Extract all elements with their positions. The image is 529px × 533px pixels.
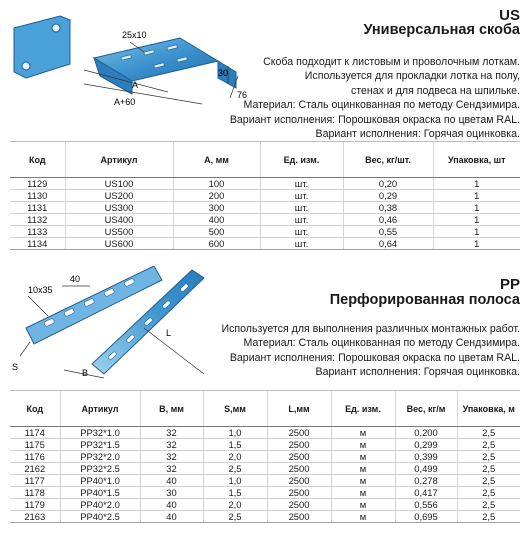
table-cell: 40	[140, 511, 203, 523]
column-header: Артикул	[65, 142, 173, 178]
table-cell: шт.	[260, 178, 343, 190]
table-cell: PP32*1.5	[60, 439, 140, 451]
table-cell: 32	[140, 427, 203, 439]
pp-description-line: Используется для выполнения различных монтажных работ.	[221, 323, 520, 335]
table-row	[10, 190, 520, 202]
table-cell: 0,200	[395, 427, 457, 439]
column-header: Вес, кг/м	[395, 391, 457, 427]
pp-description-line: Материал: Сталь оцинкованная по методу Сендзимира.	[243, 337, 520, 350]
product-code-us: US	[499, 7, 520, 24]
column-header: Ед. изм.	[331, 391, 395, 427]
table-cell: 1,0	[203, 427, 267, 439]
table-cell: PP40*1.0	[60, 475, 140, 487]
table-cell: 2,5	[457, 451, 520, 463]
table-cell: 1174	[10, 427, 60, 439]
us-w-label: 76	[237, 90, 248, 100]
table-header-row	[10, 391, 520, 427]
column-header: Ед. изм.	[260, 142, 343, 178]
column-header: Код	[10, 142, 65, 178]
pp-slot-label: 10x35	[28, 285, 53, 295]
table-cell: 2500	[267, 487, 331, 499]
table-cell: 2500	[267, 475, 331, 487]
table-cell: шт.	[260, 214, 343, 226]
table-cell: 2,0	[203, 499, 267, 511]
table-cell: 2500	[267, 511, 331, 523]
table-cell: 32	[140, 451, 203, 463]
table-cell: 2,5	[457, 439, 520, 451]
table-cell: шт.	[260, 190, 343, 202]
us-description-line: Вариант исполнения: Порошковая окраска по цветам RAL.	[229, 113, 520, 126]
column-header: B, мм	[140, 391, 203, 427]
table-cell: шт.	[260, 202, 343, 214]
us-description-line: стенах и для подвеса на шпильке.	[350, 84, 520, 97]
table-cell: 2500	[267, 439, 331, 451]
table-row	[10, 238, 520, 250]
table-cell: 2500	[267, 451, 331, 463]
table-cell: 0,64	[343, 238, 433, 250]
table-cell: 2,5	[203, 511, 267, 523]
table-cell: 1	[433, 178, 520, 190]
table-cell: 1	[433, 214, 520, 226]
table-cell: US100	[65, 178, 173, 190]
table-cell: US400	[65, 214, 173, 226]
product-title-us: Универсальная скоба	[363, 22, 520, 38]
table-cell: 1179	[10, 499, 60, 511]
table-cell: 1131	[10, 202, 65, 214]
table-cell: PP40*1.5	[60, 487, 140, 499]
pp-s-label: S	[12, 362, 19, 372]
table-cell: 1134	[10, 238, 65, 250]
pp-b-label: B	[82, 368, 89, 378]
us-description-line: Используется для прокладки лотка на полу,	[304, 70, 520, 83]
table-cell: 0,55	[343, 226, 433, 238]
table-row	[10, 451, 520, 463]
table-cell: US500	[65, 226, 173, 238]
us-description-line: Вариант исполнения: Горячая оцинковка.	[315, 128, 520, 141]
table-row	[10, 475, 520, 487]
table-header-row	[10, 142, 520, 178]
table-cell: 1,5	[203, 439, 267, 451]
table-cell: 400	[173, 214, 260, 226]
pp-description-line: Вариант исполнения: Горячая оцинковка.	[315, 366, 520, 379]
pp-l-label: L	[166, 328, 172, 338]
table-cell: 300	[173, 202, 260, 214]
table-cell: 2,5	[457, 463, 520, 475]
us-slot-label: 25x10	[122, 30, 147, 40]
table-cell: 1,0	[203, 475, 267, 487]
table-cell: 600	[173, 238, 260, 250]
us-h-label: 30	[218, 68, 229, 78]
table-cell: м	[331, 487, 395, 499]
table-cell: PP40*2.5	[60, 511, 140, 523]
table-row	[10, 463, 520, 475]
table-cell: 2,5	[457, 487, 520, 499]
table-cell: 2,5	[457, 427, 520, 439]
table-cell: шт.	[260, 238, 343, 250]
table-cell: 2,5	[457, 475, 520, 487]
table-cell: 0,499	[395, 463, 457, 475]
table-cell: 2500	[267, 463, 331, 475]
table-cell: 1	[433, 226, 520, 238]
column-header: Код	[10, 391, 60, 427]
table-cell: 200	[173, 190, 260, 202]
column-header: L,мм	[267, 391, 331, 427]
table-cell: 1133	[10, 226, 65, 238]
table-cell: м	[331, 511, 395, 523]
table-row	[10, 202, 520, 214]
table-cell: 0,417	[395, 487, 457, 499]
table-cell: 2,5	[457, 511, 520, 523]
table-cell: 32	[140, 463, 203, 475]
column-header: S,мм	[203, 391, 267, 427]
table-cell: 1	[433, 238, 520, 250]
product-code-pp: PP	[499, 276, 520, 293]
table-cell: 2,5	[457, 499, 520, 511]
column-header: A, мм	[173, 142, 260, 178]
table-cell: 0,46	[343, 214, 433, 226]
table-cell: 1177	[10, 475, 60, 487]
table-cell: US200	[65, 190, 173, 202]
table-cell: 1,5	[203, 487, 267, 499]
table-cell: 1132	[10, 214, 65, 226]
table-cell: 1129	[10, 178, 65, 190]
table-cell: м	[331, 427, 395, 439]
table-cell: 2,0	[203, 451, 267, 463]
table-row	[10, 487, 520, 499]
us-description	[190, 55, 520, 141]
table-cell: м	[331, 499, 395, 511]
table-cell: 0,695	[395, 511, 457, 523]
table-cell: 0,399	[395, 451, 457, 463]
table-cell: 1	[433, 202, 520, 214]
table-cell: 0,38	[343, 202, 433, 214]
table-cell: PP32*2.0	[60, 451, 140, 463]
table-cell: 500	[173, 226, 260, 238]
table-cell: 2,5	[203, 463, 267, 475]
pp-spec-table	[10, 390, 520, 523]
table-cell: 100	[173, 178, 260, 190]
us-description-line: Скоба подходит к листовым и проволочным лоткам.	[263, 56, 520, 68]
pp-strip-drawing	[4, 266, 214, 381]
table-cell: 1130	[10, 190, 65, 202]
table-cell: 0,556	[395, 499, 457, 511]
table-cell: US600	[65, 238, 173, 250]
column-header: Вес, кг/шт.	[343, 142, 433, 178]
table-row	[10, 499, 520, 511]
table-cell: 0,20	[343, 178, 433, 190]
table-cell: 1176	[10, 451, 60, 463]
table-row	[10, 511, 520, 523]
column-header: Артикул	[60, 391, 140, 427]
table-cell: 0,29	[343, 190, 433, 202]
us-a-label: A	[132, 80, 139, 90]
table-cell: м	[331, 463, 395, 475]
table-row	[10, 226, 520, 238]
pp-description-line: Вариант исполнения: Порошковая окраска по цветам RAL.	[229, 351, 520, 364]
table-cell: 32	[140, 439, 203, 451]
table-cell: 2500	[267, 499, 331, 511]
column-header: Упаковка, м	[457, 391, 520, 427]
table-cell: 30	[140, 487, 203, 499]
table-cell: 2163	[10, 511, 60, 523]
us-a60-label: A+60	[114, 97, 136, 107]
table-cell: 40	[140, 475, 203, 487]
product-title-pp: Перфорированная полоса	[329, 292, 520, 308]
table-cell: 2500	[267, 427, 331, 439]
table-cell: 2162	[10, 463, 60, 475]
table-cell: 0,278	[395, 475, 457, 487]
table-cell: PP32*1.0	[60, 427, 140, 439]
table-row	[10, 427, 520, 439]
table-row	[10, 178, 520, 190]
table-cell: шт.	[260, 226, 343, 238]
pp-description	[200, 322, 520, 380]
table-cell: 40	[140, 499, 203, 511]
us-spec-table	[10, 141, 520, 250]
table-cell: US300	[65, 202, 173, 214]
table-row	[10, 439, 520, 451]
table-cell: 1175	[10, 439, 60, 451]
table-cell: м	[331, 439, 395, 451]
table-row	[10, 214, 520, 226]
table-cell: м	[331, 475, 395, 487]
us-description-line: Материал: Сталь оцинкованная по методу Сендзимира.	[243, 99, 520, 112]
table-cell: м	[331, 451, 395, 463]
table-cell: 0,299	[395, 439, 457, 451]
pp-pitch-label: 40	[70, 274, 81, 284]
table-cell: PP40*2.0	[60, 499, 140, 511]
table-cell: 1	[433, 190, 520, 202]
column-header: Упаковка, шт	[433, 142, 520, 178]
table-cell: 1178	[10, 487, 60, 499]
table-cell: PP32*2.5	[60, 463, 140, 475]
